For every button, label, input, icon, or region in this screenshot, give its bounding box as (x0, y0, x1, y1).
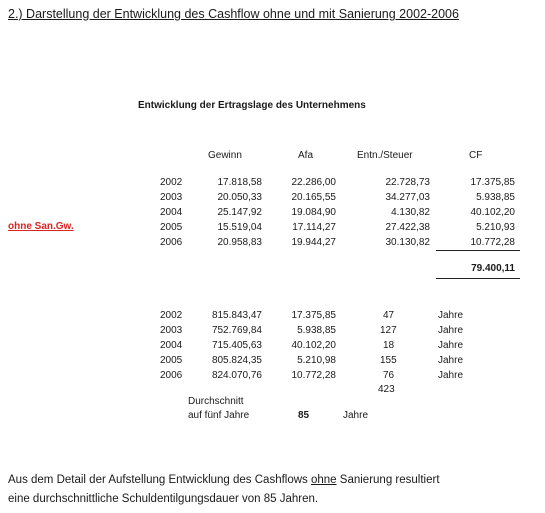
row-years-count: 127 (380, 325, 397, 336)
row-year: 2003 (160, 192, 183, 203)
conclusion-line-2: eine durchschnittliche Schuldentilgungsdauer von 85 Jahren. (8, 493, 319, 505)
row-years-count: 76 (383, 370, 395, 381)
conclusion-line-1 (8, 474, 440, 486)
row-year: 2004 (160, 207, 183, 218)
row-entn: 34.277,03 (385, 192, 430, 203)
row-gewinn: 15.519,04 (217, 222, 262, 233)
row-gewinn: 25.147,92 (217, 207, 262, 218)
row-gewinn: 17.818,58 (217, 177, 262, 188)
row-cf: 17.375,85 (470, 177, 515, 188)
cf-underline (436, 250, 520, 251)
years-sum: 423 (378, 384, 395, 395)
row-debt: 824.070,76 (211, 370, 262, 381)
row-gewinn: 20.958,83 (217, 237, 262, 248)
row-cashflow: 10.772,28 (291, 370, 336, 381)
row-afa: 20.165,55 (291, 192, 336, 203)
row-unit: Jahre (438, 355, 464, 366)
row-afa: 19.084,90 (291, 207, 336, 218)
row-unit: Jahre (438, 310, 464, 321)
cf-total: 79.400,11 (471, 263, 515, 274)
row-afa: 17.114,27 (292, 222, 336, 233)
row-debt: 752.769,84 (211, 325, 262, 336)
row-entn: 4.130,82 (391, 207, 430, 218)
row-cf: 10.772,28 (470, 237, 515, 248)
col-header-afa: Afa (298, 150, 314, 161)
row-entn: 30.130,82 (385, 237, 430, 248)
col-header-entn-steuer: Entn./Steuer (357, 150, 413, 161)
average-label-line1: Durchschnitt (188, 396, 244, 407)
average-value: 85 (298, 410, 310, 421)
row-debt: 815.843,47 (211, 310, 262, 321)
document-heading: 2.) Darstellung der Entwicklung des Cashflow ohne und mit Sanierung 2002-2006 (8, 7, 459, 21)
row-year: 2005 (160, 355, 183, 366)
row-cashflow: 40.102,20 (291, 340, 336, 351)
col-header-cf: CF (469, 150, 483, 161)
row-years-count: 18 (383, 340, 395, 351)
row-unit: Jahre (438, 340, 464, 351)
row-year: 2002 (160, 177, 183, 188)
row-years-count: 155 (380, 355, 397, 366)
row-gewinn: 20.050,33 (217, 192, 262, 203)
conclusion-text-emphasis: ohne (311, 474, 337, 486)
ohne-sanierung-label: ohne San.Gw. (8, 221, 74, 232)
row-cashflow: 5.210,98 (297, 355, 336, 366)
row-year: 2006 (160, 237, 183, 248)
row-debt: 805.824,35 (211, 355, 262, 366)
row-afa: 19.944,27 (291, 237, 336, 248)
row-year: 2003 (160, 325, 183, 336)
cf-total-double-rule (436, 278, 520, 279)
row-year: 2004 (160, 340, 183, 351)
row-year: 2006 (160, 370, 183, 381)
table-subheading: Entwicklung der Ertragslage des Unternehmens (138, 100, 366, 111)
average-label-line2: auf fünf Jahre (188, 410, 250, 421)
row-cf: 5.938,85 (476, 192, 515, 203)
row-unit: Jahre (438, 325, 464, 336)
row-unit: Jahre (438, 370, 464, 381)
row-entn: 22.728,73 (385, 177, 430, 188)
row-entn: 27.422,38 (385, 222, 430, 233)
col-header-gewinn: Gewinn (208, 150, 242, 161)
row-years-count: 47 (383, 310, 395, 321)
row-cashflow: 5.938,85 (297, 325, 336, 336)
average-unit: Jahre (343, 410, 369, 421)
row-cf: 40.102,20 (470, 207, 515, 218)
row-cf: 5.210,93 (476, 222, 515, 233)
row-year: 2002 (160, 310, 183, 321)
row-afa: 22.286,00 (291, 177, 336, 188)
conclusion-text-post: Sanierung resultiert (336, 474, 440, 486)
conclusion-text-pre: Aus dem Detail der Aufstellung Entwicklung des Cashflows (8, 474, 311, 486)
row-year: 2005 (160, 222, 183, 233)
row-cashflow: 17.375,85 (291, 310, 336, 321)
row-debt: 715.405,63 (211, 340, 262, 351)
